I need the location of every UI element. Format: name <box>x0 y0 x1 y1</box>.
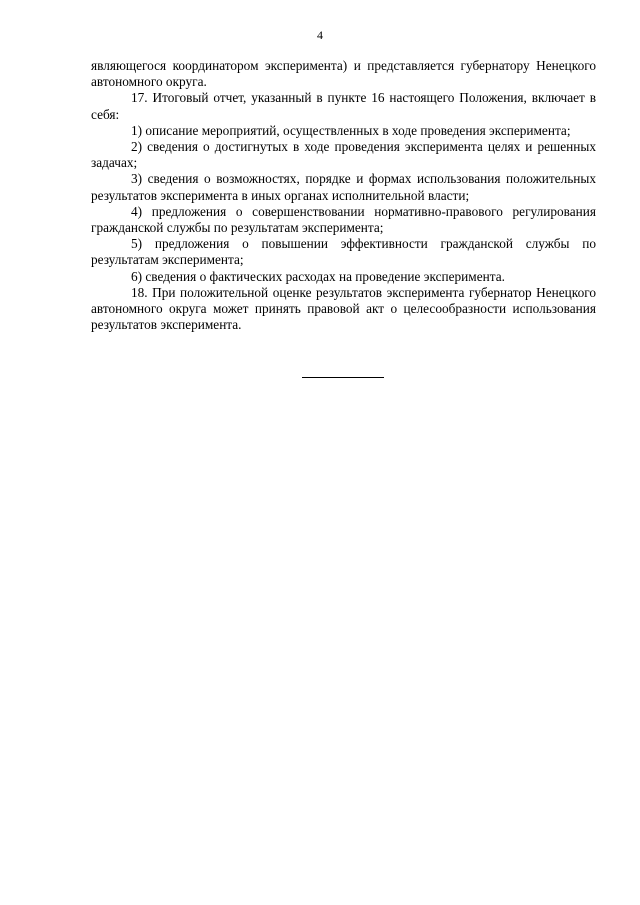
paragraph-item-18: 18. При положительной оценке результатов эксперимента губернатор Ненецкого автономного округа может принять правовой акт о целесообразности использования результатов эксперимента. <box>91 284 596 333</box>
end-of-document-rule <box>302 377 384 378</box>
document-body <box>91 58 596 333</box>
paragraph-subitem-6: 6) сведения о фактических расходах на проведение эксперимента. <box>131 268 505 284</box>
paragraph-subitem-4: 4) предложения о совершенствовании нормативно-правового регулирования гражданской службы по результатам эксперимента; <box>91 203 596 236</box>
paragraph-subitem-1: 1) описание мероприятий, осуществленных в ходе проведения эксперимента; <box>131 122 571 138</box>
paragraph-subitem-3: 3) сведения о возможностях, порядке и формах использования положительных результатов эксперимента в иных органах исполнительной власти; <box>91 171 596 203</box>
page-number: 4 <box>317 28 323 42</box>
paragraph-subitem-2: 2) сведения о достигнутых в ходе проведения эксперимента целях и решенных задачах; <box>91 139 596 171</box>
paragraph-item-17: 17. Итоговый отчет, указанный в пункте 16 настоящего Положения, включает в себя: <box>91 90 596 122</box>
paragraph-continuation: являющегося координатором эксперимента) и представляется губернатору Ненецкого автономного округа. <box>91 58 596 90</box>
paragraph-subitem-5: 5) предложения о повышении эффективности гражданской службы по результатам эксперимента; <box>91 236 596 268</box>
